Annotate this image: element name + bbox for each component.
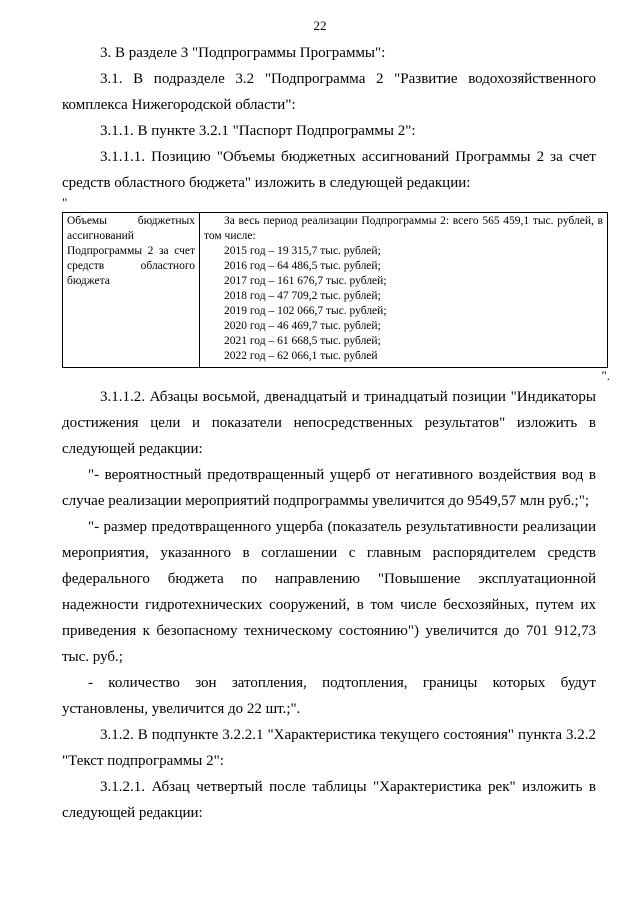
paragraph-3-1-1: 3.1.1. В пункте 3.2.1 "Паспорт Подпрограммы 2": — [100, 123, 416, 139]
table-row — [63, 213, 608, 368]
paragraph-3-1-2-1: 3.1.2.1. Абзац четвертый после таблицы "Характеристика рек" изложить в следующей редакции: — [62, 779, 596, 821]
table-left-cell: Объемы бюджетных ассигнований Подпрограммы 2 за счет средств областного бюджета — [63, 213, 200, 368]
budget-table — [62, 212, 608, 368]
opening-quote: " — [62, 195, 68, 210]
closing-quote: ". — [601, 368, 610, 383]
paragraph-3-1-1-1: 3.1.1.1. Позицию "Объемы бюджетных ассигнований Программы 2 за счет средств областного бюджета" изложить в следующей редакции: — [62, 149, 596, 191]
page-number: 22 — [313, 18, 327, 33]
funding-total-text: За весь период реализации Подпрограммы 2: всего 565 459,1 тыс. рублей, в том числе: — [204, 215, 603, 242]
funding-year-2021: 2021 год – 61 668,5 тыс. рублей; — [224, 335, 381, 347]
paragraph-section-3: 3. В разделе 3 "Подпрограммы Программы": — [100, 45, 386, 61]
funding-year-2018: 2018 год – 47 709,2 тыс. рублей; — [224, 290, 381, 302]
quoted-item-flood-zones: - количество зон затопления, подтопления, границы которых будут установлены, увеличится до 22 шт.;". — [62, 675, 596, 717]
quoted-item-damage-size: "- размер предотвращенного ущерба (показатель результативности реализации мероприятия, указанного в соглашении с главным распорядителем средств федерального бюджета по направлению "Повышение эксплуатационной надежности гидротехнических сооружений, в том числе бесхозяйных, путем их приведения к безопасному техническому состоянию") увеличится до 701 912,73 тыс. руб.; — [62, 519, 596, 665]
quoted-item-damage-probability: "- вероятностный предотвращенный ущерб от негативного воздействия вод в случае реализации мероприятий подпрограммы увеличится до 9549,57 млн руб.;"; — [62, 467, 596, 509]
paragraph-3-1-2: 3.1.2. В подпункте 3.2.2.1 "Характеристика текущего состояния" пункта 3.2.2 "Текст подпрограммы 2": — [62, 727, 596, 769]
paragraph-3-1-1-2: 3.1.1.2. Абзацы восьмой, двенадцатый и тринадцатый позиции "Индикаторы достижения цели и показатели непосредственных результатов" изложить в следующей редакции: — [62, 389, 596, 457]
table-right-cell — [200, 213, 608, 368]
funding-year-2020: 2020 год – 46 469,7 тыс. рублей; — [224, 320, 381, 332]
funding-year-2019: 2019 год – 102 066,7 тыс. рублей; — [224, 305, 387, 317]
funding-year-2015: 2015 год – 19 315,7 тыс. рублей; — [224, 245, 381, 257]
funding-year-2022: 2022 год – 62 066,1 тыс. рублей — [224, 350, 378, 362]
document-body — [62, 40, 610, 826]
paragraph-3-1: 3.1. В подразделе 3.2 "Подпрограмма 2 "Развитие водохозяйственного комплекса Нижегородской области": — [62, 71, 596, 113]
funding-year-2016: 2016 год – 64 486,5 тыс. рублей; — [224, 260, 381, 272]
funding-year-2017: 2017 год – 161 676,7 тыс. рублей; — [224, 275, 387, 287]
